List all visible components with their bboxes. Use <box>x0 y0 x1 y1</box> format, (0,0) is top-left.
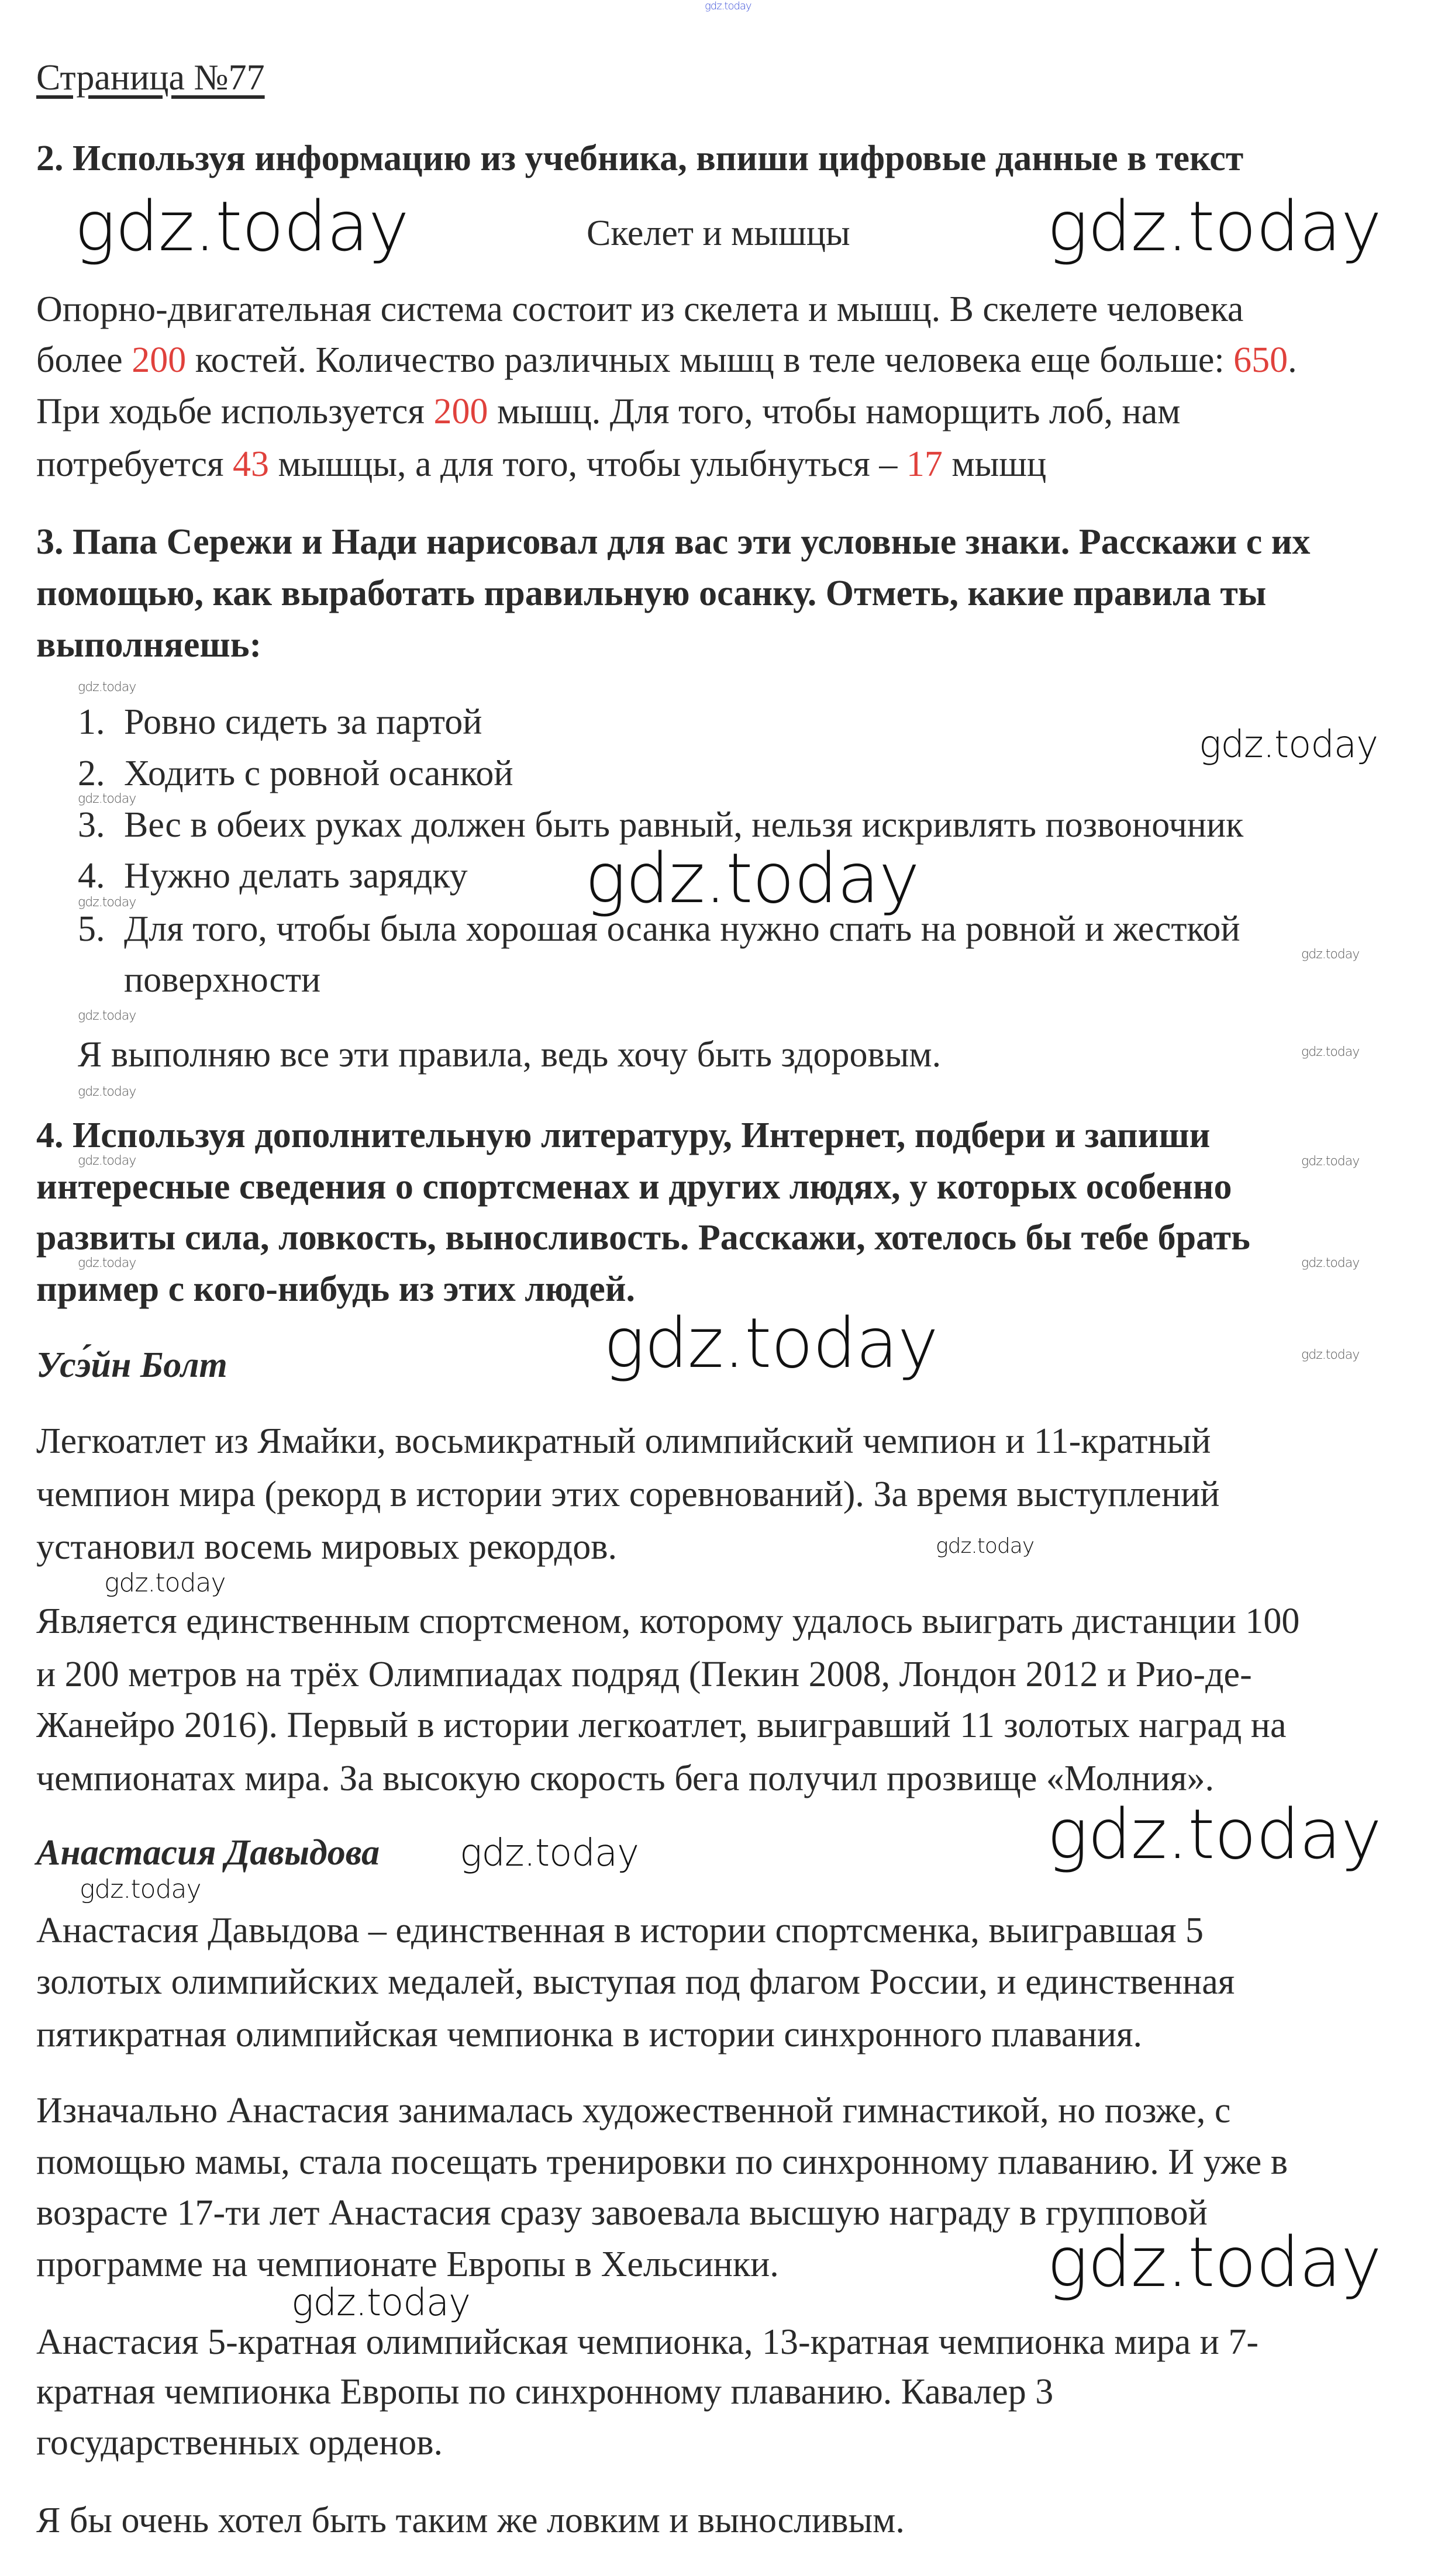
watermark: gdz.today <box>78 1256 136 1270</box>
watermark: gdz.today <box>1301 1256 1360 1270</box>
text-line: возрасте 17-ти лет Анастасия сразу завоевала высшую награду в групповой <box>36 2193 1208 2233</box>
list-item-number: 2. <box>78 754 105 793</box>
list-item-text: Вес в обеих руках должен быть равный, нельзя искривлять позвоночник <box>124 805 1244 845</box>
watermark: gdz.today <box>1047 2222 1381 2302</box>
text-line: установил восемь мировых рекордов. <box>36 1527 617 1567</box>
list-item-text: Для того, чтобы была хорошая осанка нужно спать на ровной и жесткой <box>124 909 1240 949</box>
list-item-text: Ровно сидеть за партой <box>124 702 482 742</box>
watermark: gdz.today <box>1301 1045 1360 1059</box>
list-item-text: Ходить с ровной осанкой <box>124 754 513 793</box>
text-segment: мышц. Для того, чтобы наморщить лоб, нам <box>488 392 1181 431</box>
text-segment: При ходьбе используется <box>36 392 434 431</box>
davydova-name: Анастасия Давыдова <box>36 1833 380 1873</box>
page-title: Страница №77 <box>36 58 265 98</box>
watermark: gdz.today <box>78 680 136 695</box>
task4-heading-line: развиты сила, ловкость, выносливость. Расскажи, хотелось бы тебе брать <box>36 1218 1250 1258</box>
text-segment: костей. Количество различных мышц в теле человека еще больше: <box>186 340 1234 380</box>
text-segment: мышц <box>942 444 1047 484</box>
list-item-number: 1. <box>78 702 105 742</box>
task3-conclusion: Я выполняю все эти правила, ведь хочу быть здоровым. <box>78 1035 942 1075</box>
text-segment: Опорно-двигательная система состоит из скелета и мышц. В скелете человека <box>36 289 1244 329</box>
list-item-number: 3. <box>78 805 105 845</box>
watermark: gdz.today <box>460 1832 639 1875</box>
watermark: gdz.today <box>78 895 136 910</box>
filled-number: 200 <box>433 392 488 431</box>
task4-heading-line: 4. Используя дополнительную литературу, Интернет, подбери и запиши <box>36 1116 1211 1155</box>
text-segment: . <box>1288 340 1297 380</box>
watermark: gdz.today <box>1301 1348 1360 1362</box>
watermark: gdz.today <box>1301 1154 1360 1169</box>
text-line: чемпион мира (рекорд в истории этих соревнований). За время выступлений <box>36 1475 1220 1514</box>
bolt-name: Усэ́йн Болт <box>36 1345 227 1385</box>
watermark: gdz.today <box>585 838 919 918</box>
text-line: программе на чемпионате Европы в Хельсинки. <box>36 2244 779 2284</box>
filled-number: 43 <box>233 444 270 484</box>
watermark: gdz.today <box>78 792 136 806</box>
text-line: Анастасия Давыдова – единственная в истории спортсменка, выигравшая 5 <box>36 1911 1204 1950</box>
watermark: gdz.today <box>80 1874 201 1904</box>
task4-heading-line: интересные сведения о спортсменах и других людях, у которых особенно <box>36 1167 1232 1207</box>
text-line: государственных орденов. <box>36 2423 443 2463</box>
watermark: gdz.today <box>705 0 751 12</box>
text-line: Является единственным спортсменом, которому удалось выиграть дистанции 100 <box>36 1601 1300 1641</box>
text-line: пятикратная олимпийская чемпионка в истории синхронного плавания. <box>36 2015 1143 2054</box>
filled-number: 17 <box>906 444 943 484</box>
text-line <box>36 289 1243 330</box>
task3-heading-line: 3. Папа Сережи и Нади нарисовал для вас эти условные знаки. Расскажи с их <box>36 522 1311 562</box>
list-item-number: 5. <box>78 909 105 949</box>
text-line: Изначально Анастасия занималась художественной гимнастикой, но позже, с <box>36 2091 1231 2130</box>
task3-heading-line: помощью, как выработать правильную осанку. Отметь, какие правила ты <box>36 574 1267 613</box>
text-line: золотых олимпийских медалей, выступая под флагом России, и единственная <box>36 1962 1235 2002</box>
task2-subtitle: Скелет и мышцы <box>587 213 850 253</box>
watermark: gdz.today <box>104 1568 226 1598</box>
filled-number: 200 <box>132 340 187 380</box>
text-line <box>36 340 1297 381</box>
text-line: Анастасия 5-кратная олимпийская чемпионка, 13-кратная чемпионка мира и 7- <box>36 2322 1259 2362</box>
task4-conclusion: Я бы очень хотел быть таким же ловким и выносливым. <box>36 2501 905 2540</box>
text-line <box>36 444 1046 485</box>
text-segment: потребуется <box>36 444 233 484</box>
text-line: чемпионатах мира. За высокую скорость бега получил прозвище «Молния». <box>36 1759 1214 1798</box>
text-line: помощью мамы, стала посещать тренировки по синхронному плаванию. И уже в <box>36 2142 1288 2182</box>
task3-heading-line: выполняешь: <box>36 625 262 665</box>
watermark: gdz.today <box>78 1085 136 1099</box>
text-segment: мышцы, а для того, чтобы улыбнуться – <box>269 444 906 484</box>
text-line: и 200 метров на трёх Олимпиадах подряд (Пекин 2008, Лондон 2012 и Рио-де- <box>36 1655 1252 1694</box>
list-item-text: поверхности <box>124 960 321 1000</box>
text-line: Легкоатлет из Ямайки, восьмикратный олимпийский чемпион и 11-кратный <box>36 1421 1211 1461</box>
text-line: кратная чемпионка Европы по синхронному плаванию. Кавалер 3 <box>36 2372 1054 2412</box>
text-line <box>36 391 1180 432</box>
text-line: Жанейро 2016). Первый в истории легкоатлет, выигравший 11 золотых наград на <box>36 1705 1287 1745</box>
text-segment: более <box>36 340 132 380</box>
task2-heading: 2. Используя информацию из учебника, впиши цифровые данные в текст <box>36 139 1244 178</box>
task4-heading-line: пример с кого-нибудь из этих людей. <box>36 1269 635 1309</box>
watermark: gdz.today <box>1047 1794 1381 1874</box>
watermark: gdz.today <box>1047 186 1381 267</box>
watermark: gdz.today <box>291 2281 470 2325</box>
watermark: gdz.today <box>604 1303 938 1383</box>
filled-number: 650 <box>1233 340 1288 380</box>
list-item-text: Нужно делать зарядку <box>124 856 468 896</box>
watermark: gdz.today <box>78 1154 136 1168</box>
list-item-number: 4. <box>78 856 105 896</box>
watermark: gdz.today <box>1301 947 1360 962</box>
watermark: gdz.today <box>1199 723 1378 766</box>
watermark: gdz.today <box>74 186 409 267</box>
watermark: gdz.today <box>936 1534 1035 1558</box>
watermark: gdz.today <box>78 1009 136 1023</box>
